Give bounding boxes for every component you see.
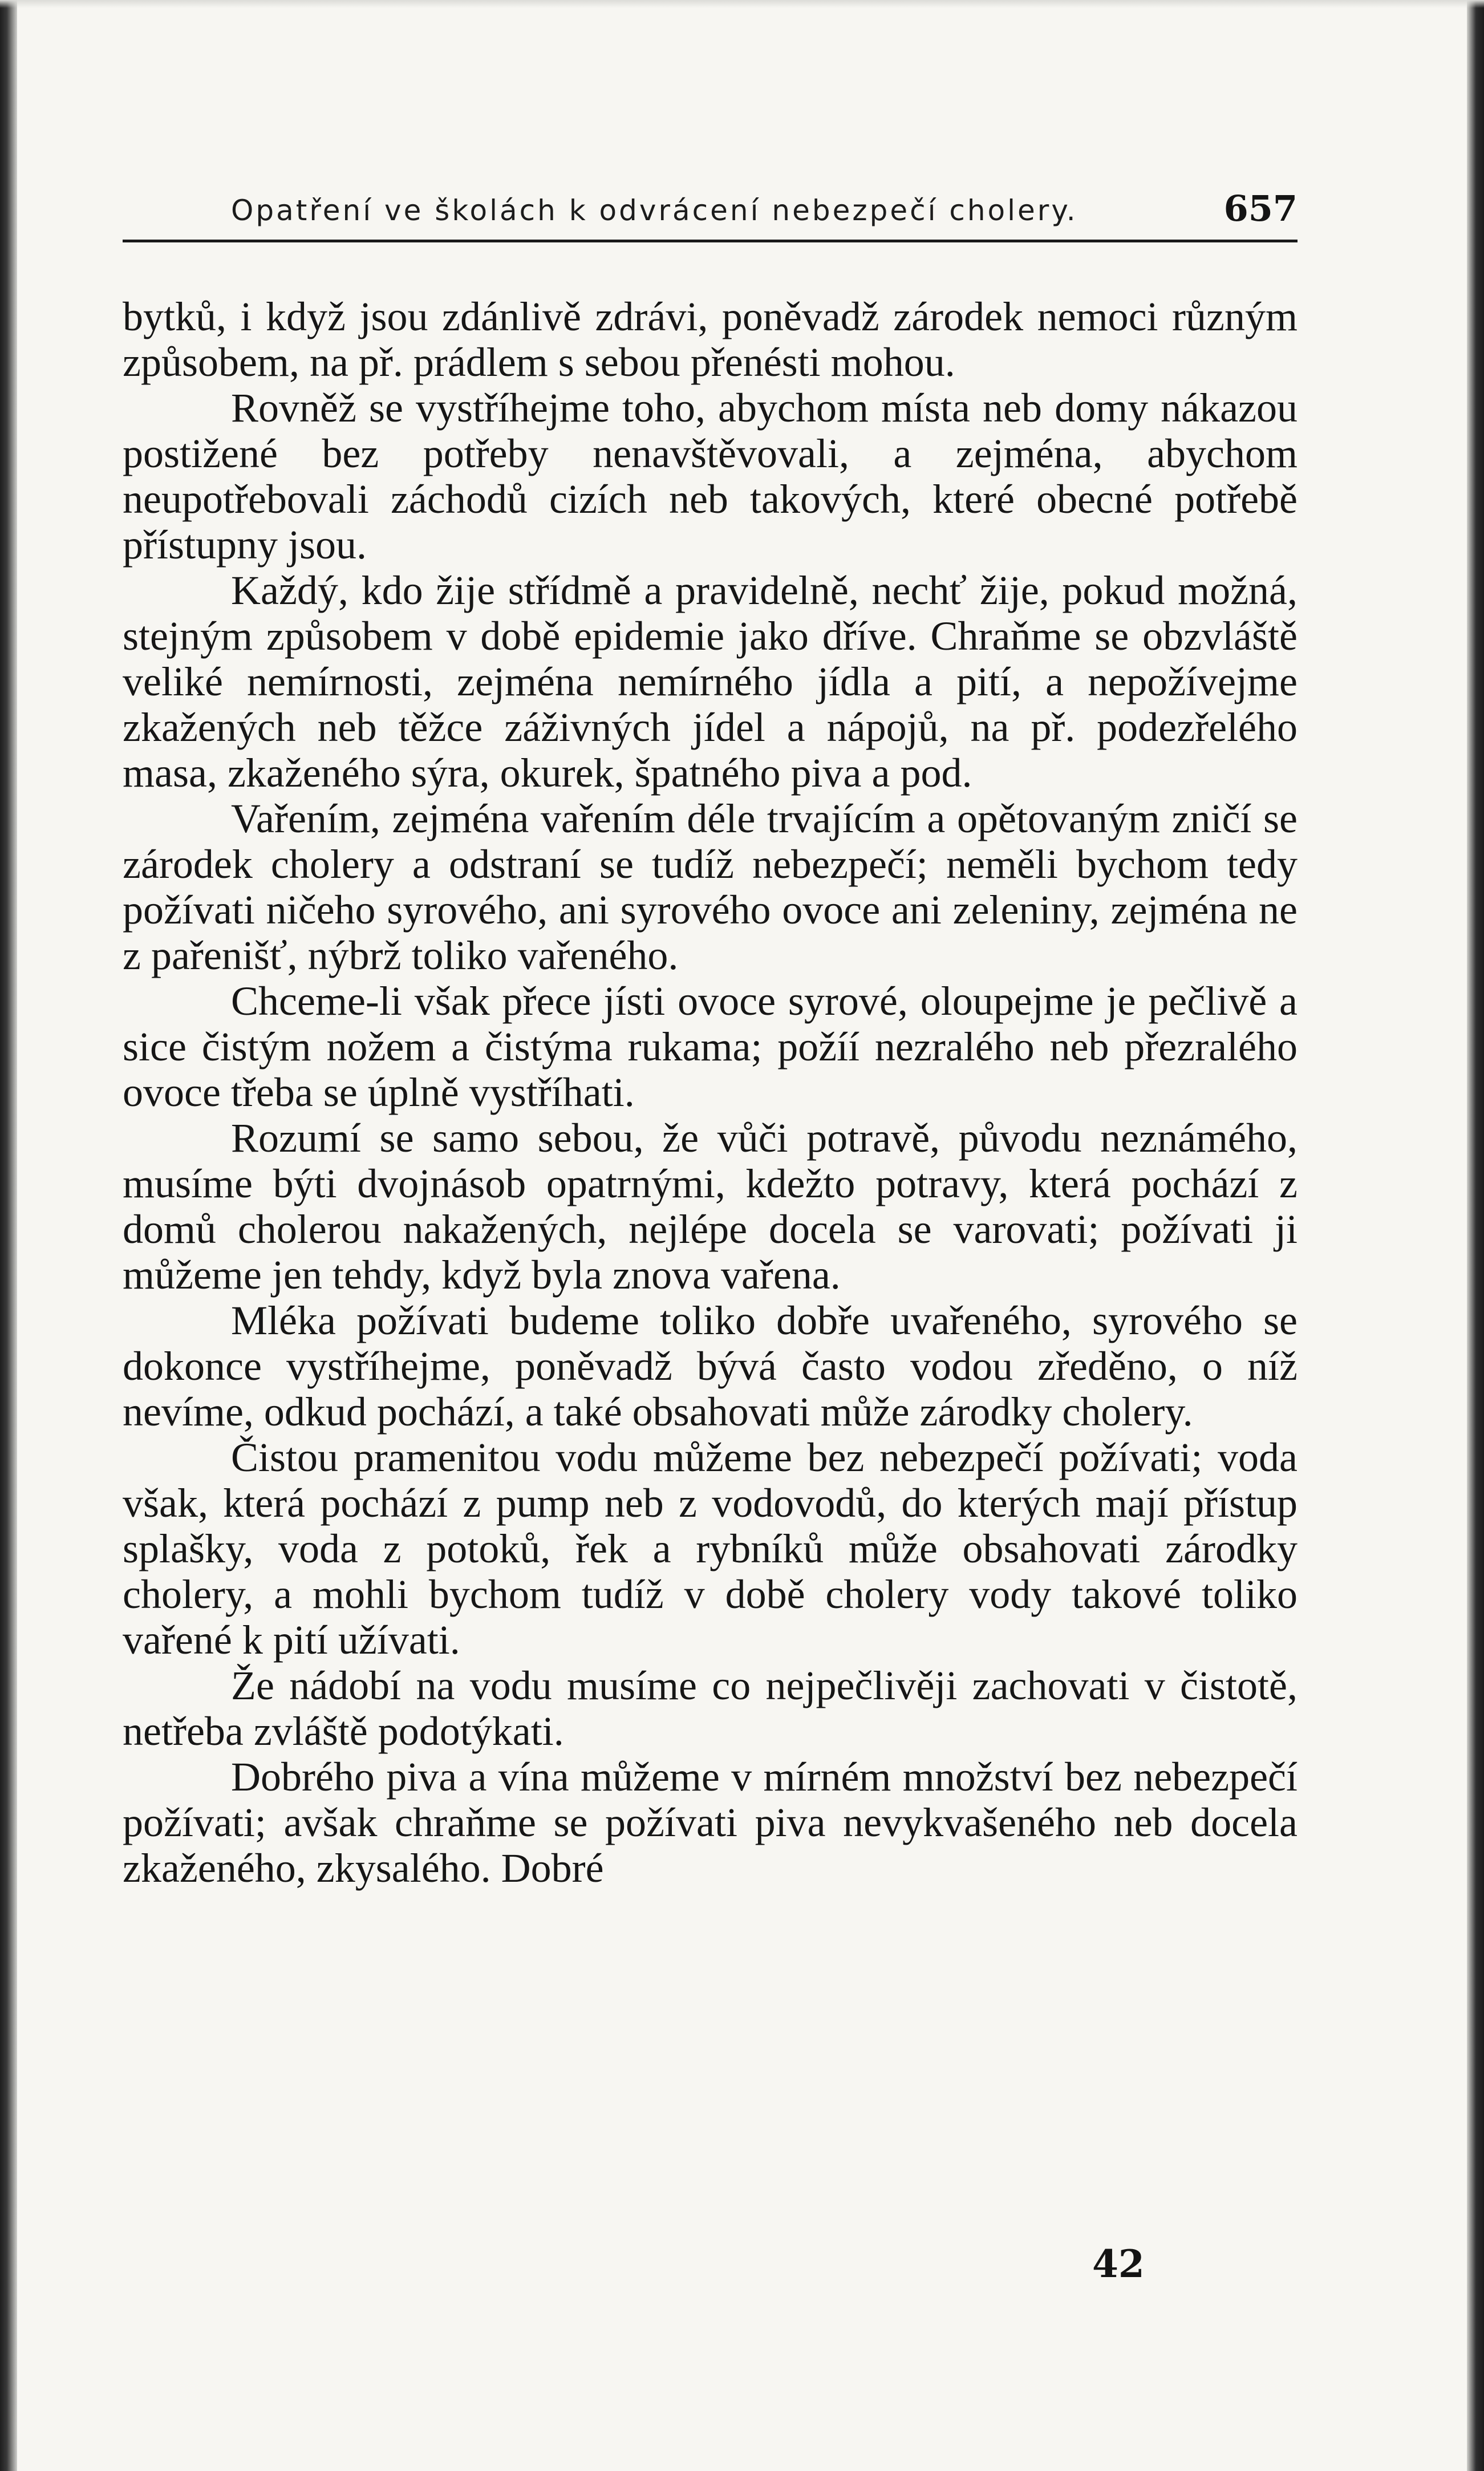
paragraph-6: Rozumí se samo sebou, že vůči potravě, původu neznámého, musíme býti dvojnásob opatrnými, kdežto potravy, která pochází z domů cholerou nakažených, nejlépe docela se varovati; požívati ji můžeme jen tehdy, když byla znova vařena. <box>123 1115 1298 1298</box>
paragraph-1: bytků, i když jsou zdánlivě zdrávi, poněvadž zárodek nemoci různým způsobem, na př. prádlem s sebou přenésti mohou. <box>123 294 1298 385</box>
scan-shadow-left <box>0 0 17 2471</box>
scan-shadow-top <box>0 0 1484 8</box>
paragraph-3: Každý, kdo žije střídmě a pravidelně, nechť žije, pokud možná, stejným způsobem v době epidemie jako dříve. Chraňme se obzvláště veliké nemírnosti, zejména nemírného jídla a pití, a nepožívejme zkažených neb těžce záživných jídel a nápojů, na př. podezřelého masa, zkaženého sýra, okurek, špatného piva a pod. <box>123 568 1298 796</box>
paragraph-8: Čistou pramenitou vodu můžeme bez nebezpečí požívati; voda však, která pochází z pump neb z vodovodů, do kterých mají přístup splašky, voda z potoků, řek a rybníků může obsahovati zárodky cholery, a mohli bychom tudíž v době cholery vody takové toliko vařené k pití užívati. <box>123 1435 1298 1663</box>
paragraph-2: Rovněž se vystříhejme toho, abychom místa neb domy nákazou postižené bez potřeby nenavštěvovali, a zejména, abychom neupotřebovali záchodů cizích neb takových, které obecné potřebě přístupny jsou. <box>123 385 1298 568</box>
paragraph-7: Mléka požívati budeme toliko dobře uvařeného, syrového se dokonce vystříhejme, poněvadž bývá často vodou zředěno, o níž nevíme, odkud pochází, a také obsahovati může zárodky cholery. <box>123 1298 1298 1435</box>
book-page <box>123 171 1298 1891</box>
paragraph-5: Chceme-li však přece jísti ovoce syrové, oloupejme je pečlivě a sice čistým nožem a čistýma rukama; požíí nezralého neb přezralého ovoce třeba se úplně vystříhati. <box>123 978 1298 1115</box>
signature-mark: 42 <box>1092 2242 1145 2286</box>
paragraph-9: Že nádobí na vodu musíme co nejpečlivěji zachovati v čistotě, netřeba zvláště podotýkati. <box>123 1663 1298 1754</box>
running-title: Opatření ve školách k odvrácení nebezpečí cholery. <box>231 194 1078 227</box>
running-header <box>123 171 1298 242</box>
body-text <box>123 294 1298 1891</box>
paragraph-10: Dobrého piva a vína můžeme v mírném množství bez nebezpečí požívati; avšak chraňme se požívati piva nevykvašeného neb docela zkaženého, zkysalého. Dobré <box>123 1754 1298 1891</box>
scan-shadow-right <box>1467 0 1484 2471</box>
page-number: 657 <box>1223 188 1298 229</box>
paragraph-4: Vařením, zejména vařením déle trvajícím a opětovaným zničí se zárodek cholery a odstraní se tudíž nebezpečí; neměli bychom tedy požívati ničeho syrového, ani syrového ovoce ani zeleniny, zejména ne z pařenišť, nýbrž toliko vařeného. <box>123 796 1298 978</box>
